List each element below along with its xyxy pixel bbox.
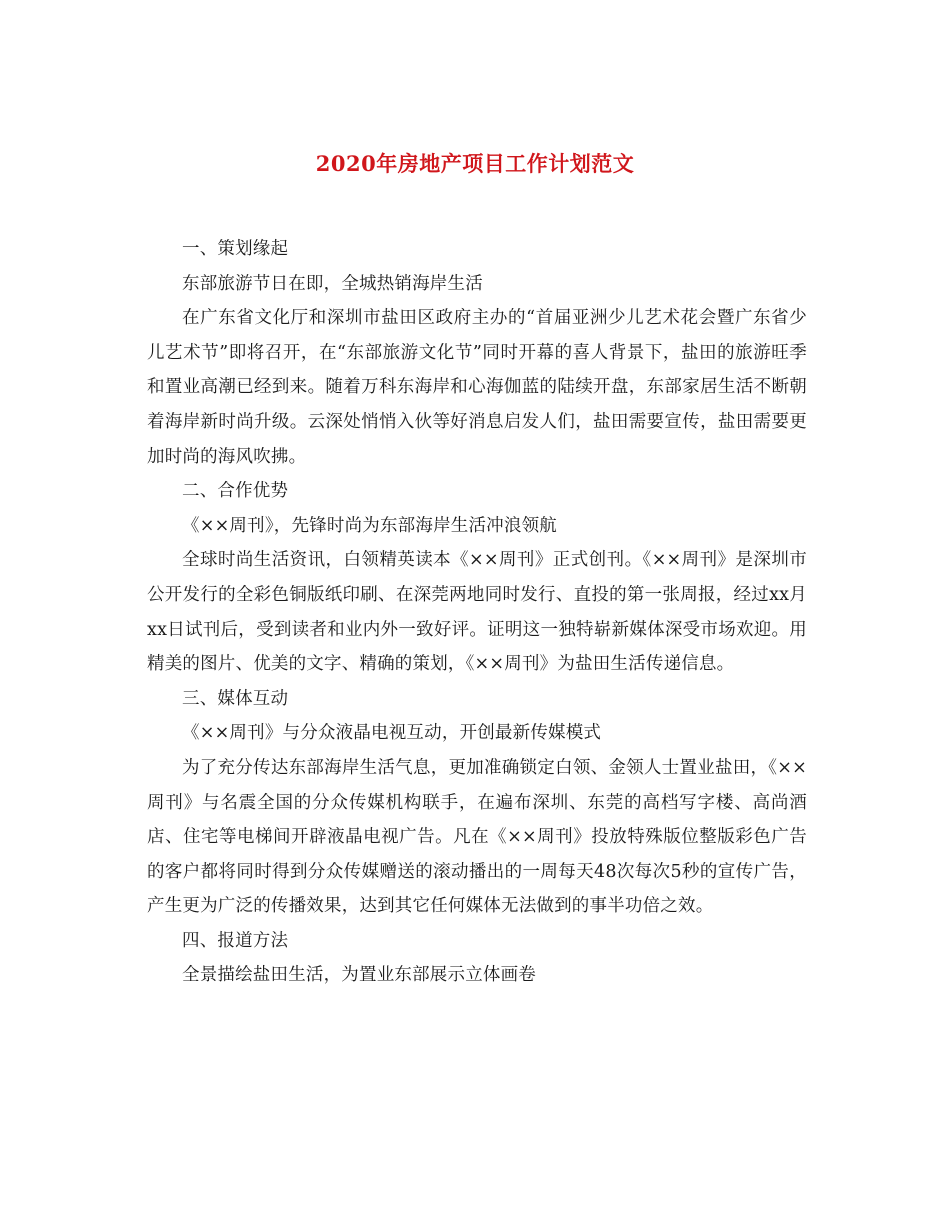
subheading-1: 东部旅游节日在即，全城热销海岸生活: [182, 273, 483, 294]
subheading-3: 《××周刊》与分众液晶电视互动，开创最新传媒模式: [182, 723, 602, 744]
subheading-4: 全景描绘盐田生活，为置业东部展示立体画卷: [182, 965, 536, 986]
document-title: 2020年房地产项目工作计划范文: [315, 151, 635, 176]
section-heading-3: 三、媒体互动: [182, 688, 289, 709]
subheading-2: 《××周刊》，先锋时尚为东部海岸生活冲浪领航: [182, 515, 557, 536]
body-paragraph-1: 在广东省文化厅和深圳市盐田区政府主办的“首届亚洲少儿艺术花会暨广东省少儿艺术节”即将召开，在“东部旅游文化节”同时开幕的喜人背景下，盐田的旅游旺季和置业高潮已经到来。随着万科东海岸和心海伽蓝的陆续开盘，东部家居生活不断朝着海岸新时尚升级。云深处悄悄入伙等好消息启发人们，盐田需要宣传，盐田需要更加时尚的海风吹拂。: [147, 308, 807, 467]
document-body: [147, 232, 807, 993]
section-heading-2: 二、合作优势: [182, 481, 289, 502]
body-paragraph-2: 全球时尚生活资讯，白领精英读本《××周刊》正式创刊。《××周刊》是深圳市公开发行的全彩色铜版纸印刷、在深莞两地同时发行、直投的第一张周报，经过xx月xx日试刊后，受到读者和业内外一致好评。证明这一独特崭新媒体深受市场欢迎。用精美的图片、优美的文字、精确的策划，《××周刊》为盐田生活传递信息。: [147, 550, 807, 675]
body-paragraph-3: 为了充分传达东部海岸生活气息，更加准确锁定白领、金领人士置业盐田，《××周刊》与名震全国的分众传媒机构联手，在遍布深圳、东莞的高档写字楼、高尚酒店、住宅等电梯间开辟液晶电视广告。凡在《××周刊》投放特殊版位整版彩色广告的客户都将同时得到分众传媒赠送的滚动播出的一周每天48次每次5秒的宣传广告，产生更为广泛的传播效果，达到其它任何媒体无法做到的事半功倍之效。: [147, 757, 807, 917]
section-heading-4: 四、报道方法: [182, 930, 289, 951]
section-heading-1: 一、策划缘起: [182, 239, 289, 259]
